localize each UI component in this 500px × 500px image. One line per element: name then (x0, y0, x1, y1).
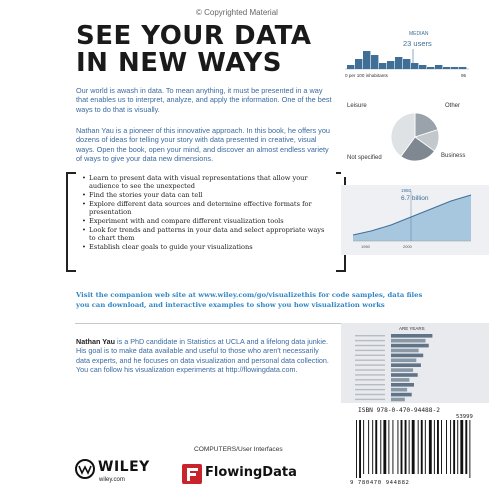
hist-axis-right: 95 (461, 73, 467, 78)
thumbnail-histogram (341, 27, 489, 85)
barcode-bar (446, 420, 447, 474)
companion-website-text: Visit the companion web site at www.wiley.com/go/visualizethis for code samples, data files you can download, and interactive examples to show you how visualization works (76, 291, 423, 309)
bar (391, 383, 414, 387)
bar-row-label (355, 355, 385, 356)
bullet-box (66, 172, 334, 270)
barcode-bar (429, 420, 432, 474)
histogram-bar (403, 59, 410, 69)
bars-title: ARE YEARS (399, 326, 425, 331)
barcode-bar (388, 420, 389, 474)
bar (391, 378, 409, 382)
histogram-bar (355, 59, 362, 69)
bar (391, 363, 421, 367)
author-bio-text: is a PhD candidate in Statistics at UCLA and a lifelong data junkie. His goal is to make data available and useful to those who aren't necessarily data experts, and he focuses on data visualization and personal data collection. You can follow his visualization experiments at http://flowingdata.com. (76, 337, 329, 375)
list-item: • Learn to present data with visual representations that allow your audience to see the unexpected (82, 174, 308, 191)
histogram-bar (363, 51, 370, 69)
barcode-bar (465, 420, 467, 474)
barcode-bar (469, 420, 470, 478)
divider (75, 323, 351, 324)
bar-row-label (355, 389, 385, 390)
histogram-bar (443, 67, 450, 69)
bullet-icon: • (82, 174, 86, 182)
histogram-chart (341, 27, 489, 85)
pie-chart (341, 97, 489, 177)
bar-row-label (355, 399, 385, 400)
bar (391, 339, 426, 343)
bar-row-label (355, 350, 385, 351)
histogram-bar (451, 67, 458, 69)
histogram-bar (419, 65, 426, 69)
category-label: COMPUTERS/User Interfaces (194, 446, 283, 453)
bar (391, 344, 429, 348)
barcode-bar (434, 420, 435, 474)
author-name: Nathan Yau (76, 337, 116, 346)
area-label-top: 1950 (401, 188, 412, 193)
isbn-label: ISBN 978-0-470-94488-2 (358, 407, 440, 414)
barcode-bar (375, 420, 377, 474)
area-axis-label: 2000 (403, 244, 412, 249)
area-axis-label: 1950 (361, 244, 370, 249)
barcode-bar (359, 420, 361, 478)
barcode-bar (368, 420, 369, 474)
bullet-icon: • (82, 225, 86, 234)
barcode-bar (372, 420, 373, 474)
wiley-wordmark: WILEY (98, 459, 150, 475)
bar-row-label (355, 340, 385, 341)
bullet-icon: • (82, 242, 86, 251)
barcode-bar (437, 420, 439, 474)
bullet-icon: • (82, 191, 86, 199)
bar (391, 393, 412, 397)
median-label: MEDIAN (409, 31, 429, 37)
thumbnail-area (341, 185, 489, 255)
author-pitch-paragraph: Nathan Yau is a pioneer of this innovative approach. In this book, he offers you dozens of ideas for telling your story with data presented in creative, visual ways. Open the book, open your mind, and discover an almost endless variety of ways to give your data new dimensions. (76, 126, 330, 163)
price-code: 53999 (456, 414, 473, 420)
bar (391, 354, 423, 358)
thumbnail-pie (341, 97, 489, 177)
histogram-bar (387, 61, 394, 69)
barcode-bar (409, 420, 410, 474)
barcode-bar (380, 420, 381, 474)
pie-label-not-specified: Not specified (347, 155, 382, 161)
histogram-bar (427, 67, 434, 69)
barcode-bar (453, 420, 455, 474)
bar-row-label (355, 335, 385, 336)
bar-row-label (355, 374, 385, 375)
list-item: • Explore different data sources and determine effective formats for presentation (82, 199, 312, 216)
histogram-bar (411, 63, 418, 69)
bar (391, 349, 419, 353)
pie-label-leisure: Leisure (347, 103, 367, 109)
histogram-bar (435, 65, 442, 69)
list-item: • Establish clear goals to guide your visualizations (82, 242, 253, 251)
bullet-icon: • (82, 199, 86, 208)
bar-row-label (355, 384, 385, 385)
copyright-notice: © Copyrighted Material (196, 8, 278, 17)
barcode-bar (418, 420, 419, 474)
barcode-bar (450, 420, 451, 474)
barcode-bar (441, 420, 442, 474)
bar (391, 368, 413, 372)
barcode-bar (405, 420, 407, 474)
area-label-value: 6.7 billion (401, 195, 429, 202)
thumbnail-bars (341, 323, 489, 403)
barcode-number: 9 780470 944882 (350, 480, 410, 486)
bar-row-label (355, 369, 385, 370)
histogram-bar (395, 57, 402, 69)
barcode-bar (457, 420, 458, 474)
bullet-icon: • (82, 216, 86, 225)
bar (391, 388, 407, 392)
area-chart (341, 185, 489, 255)
barcode-bar (412, 420, 415, 474)
barcode-bar (425, 420, 426, 474)
bar (391, 398, 405, 402)
intro-paragraph: Our world is awash in data. To mean anything, it must be presented in a way that enables us to interpret, analyze, and apply the information. One of the best ways to do that is visually. (76, 86, 332, 114)
bar-chart (341, 323, 489, 403)
hist-axis-left: 0 per 100 inhabitants (345, 73, 388, 78)
bar-row-label (355, 345, 385, 346)
list-item: • Find the stories your data can tell (82, 191, 203, 199)
barcode-bar (356, 420, 357, 478)
author-bio (76, 337, 332, 375)
barcode-bar (460, 420, 463, 474)
headline-line-1: SEE YOUR DATA (76, 21, 312, 51)
bar (391, 359, 416, 363)
flowingdata-wordmark: FlowingData (205, 465, 297, 480)
bar-row-label (355, 394, 385, 395)
bar (391, 373, 418, 377)
barcode-bar (363, 420, 364, 474)
pie-label-business: Business (441, 153, 466, 159)
histogram-bar (459, 67, 466, 69)
list-item: • Look for trends and patterns in your data and select appropriate ways to chart them (82, 225, 325, 242)
pie-label-other: Other (445, 103, 461, 109)
list-item: • Experiment with and compare different visualization tools (82, 216, 284, 225)
wiley-url: wiley.com (99, 477, 125, 483)
flowingdata-logo-icon (181, 463, 203, 485)
histogram-bar (371, 55, 378, 69)
headline (76, 23, 336, 77)
bracket-left (66, 172, 76, 272)
histogram-bar (347, 65, 354, 69)
bar-row-label (355, 379, 385, 380)
barcode-bar (401, 420, 403, 474)
barcode-bar (392, 420, 393, 474)
bar-row-label (355, 360, 385, 361)
barcode-bar (383, 420, 386, 474)
barcode-bar (397, 420, 398, 474)
headline-line-2: IN NEW WAYS (76, 48, 282, 78)
bar-row-label (355, 364, 385, 365)
histogram-bar (379, 63, 386, 69)
barcode-image (350, 418, 486, 480)
feature-list (82, 174, 332, 251)
bar (391, 334, 432, 338)
barcode-bar (421, 420, 423, 474)
median-value: 23 users (403, 39, 432, 48)
